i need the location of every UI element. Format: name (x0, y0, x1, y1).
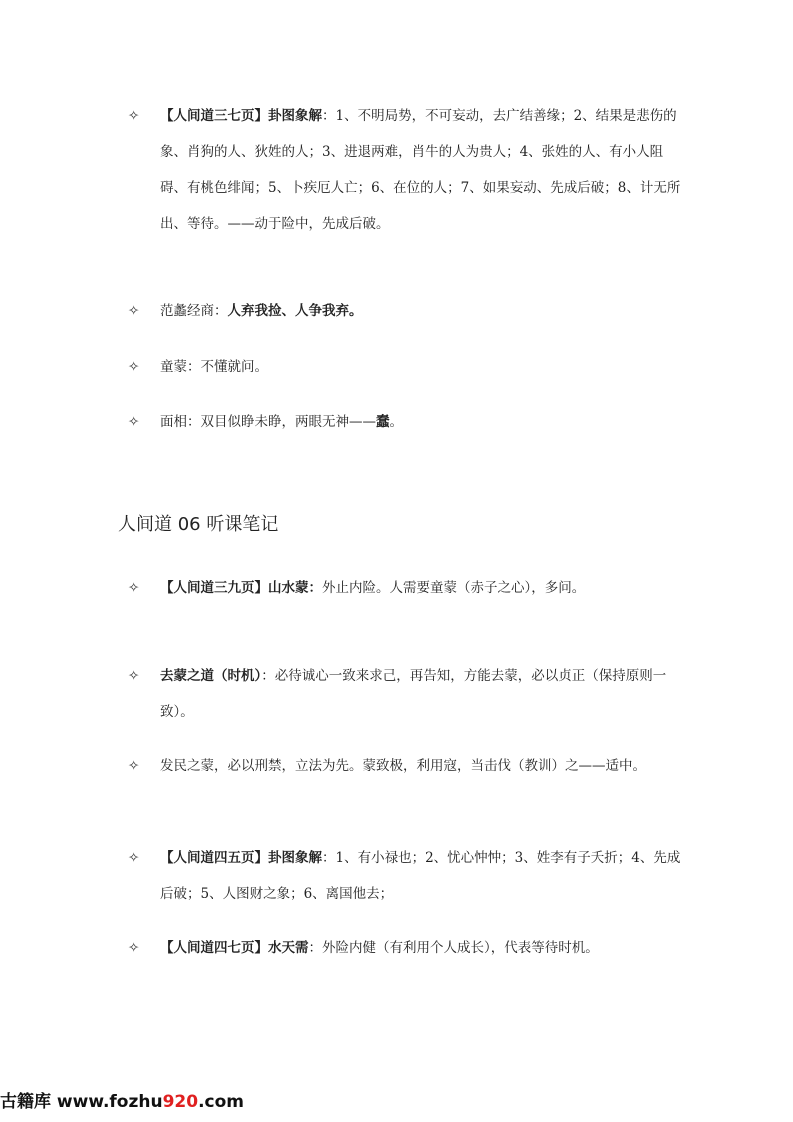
note-text: 发民之蒙，必以刑禁，立法为先。蒙致极，利用寇，当击伐（教训）之——适中。 (160, 758, 646, 774)
note-item (128, 293, 688, 329)
bullet-icon: ✧ (128, 758, 140, 774)
note-text: 。 (389, 414, 403, 430)
bullet-icon: ✧ (128, 580, 140, 596)
bullet-icon: ✧ (128, 668, 140, 684)
bullet-icon: ✧ (128, 108, 140, 124)
note-item (128, 658, 688, 730)
note-title: 【人间道四七页】水天需 (160, 940, 309, 956)
note-text: ：必待诚心一致来求己，再告知，方能去蒙，必以贞正（保持原则一致）。 (160, 668, 667, 720)
note-item (128, 748, 688, 784)
watermark-highlight: 920 (162, 1092, 199, 1112)
bullet-icon: ✧ (128, 940, 140, 956)
note-text: 外止内险。人需要童蒙（赤子之心），多问。 (322, 580, 586, 596)
site-watermark (0, 1087, 244, 1112)
note-title: 【人间道三七页】卦图象解 (160, 108, 322, 124)
note-text: ：1、有小禄也；2、忧心忡忡；3、姓李有子夭折；4、先成后破；5、人图财之象；6、离国他去； (160, 850, 681, 902)
note-item (128, 840, 688, 912)
note-item (128, 98, 688, 242)
bullet-icon: ✧ (128, 303, 140, 319)
bullet-icon: ✧ (128, 850, 140, 866)
note-emphasis: 蠢 (376, 414, 390, 430)
note-title: 【人间道三九页】山水蒙： (160, 580, 322, 596)
note-text: 范蠡经商： (160, 303, 228, 319)
note-text: 童蒙：不懂就问。 (160, 359, 268, 375)
bullet-icon: ✧ (128, 359, 140, 375)
note-text: ：1、不明局势，不可妄动，去广结善缘；2、结果是悲伤的象、肖狗的人、狄姓的人；3、进退两难，肖牛的人为贵人；4、张姓的人、有小人阻碍、有桃色绯闻；5、卜疾厄人亡；6、在位的人；7、如果妄动、先成后破；8、计无所出、等待。——动于险中，先成后破。 (160, 108, 681, 232)
section-heading: 人间道 06 听课笔记 (118, 514, 279, 535)
note-title: 去蒙之道（时机） (160, 668, 262, 684)
note-item (128, 349, 688, 385)
note-title: 【人间道四五页】卦图象解 (160, 850, 322, 866)
bullet-icon: ✧ (128, 414, 140, 430)
note-text: ：外险内健（有利用个人成长），代表等待时机。 (308, 940, 599, 956)
note-emphasis: 人弃我捡、人争我弃。 (227, 303, 363, 319)
note-item (128, 404, 688, 440)
note-item (128, 570, 688, 606)
watermark-prefix: 古籍库 www.fozhu (0, 1092, 163, 1112)
watermark-suffix: .com (198, 1092, 245, 1112)
note-text: 面相：双目似睁未睁，两眼无神—— (160, 414, 376, 430)
note-item (128, 930, 688, 966)
